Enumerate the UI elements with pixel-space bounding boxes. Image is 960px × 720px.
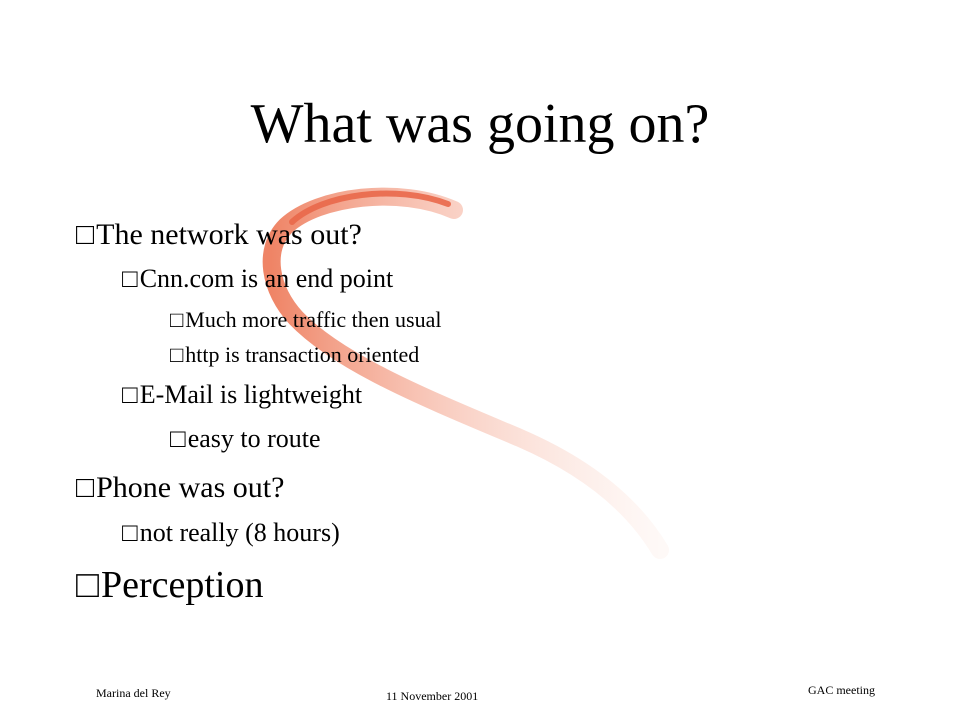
bullet-icon: □ bbox=[170, 342, 184, 367]
bullet-icon: □ bbox=[170, 424, 186, 453]
bullet-icon: □ bbox=[76, 471, 95, 504]
footer-location: Marina del Rey bbox=[96, 686, 171, 700]
bullet-level3 bbox=[170, 307, 441, 333]
bullet-level2 bbox=[122, 518, 340, 548]
bullet-text: Perception bbox=[100, 564, 264, 606]
bullet-text: E-Mail is lightweight bbox=[139, 380, 363, 409]
bullet-text: Phone was out? bbox=[96, 471, 285, 504]
bullet-text: easy to route bbox=[187, 424, 321, 453]
slide-title: What was going on? bbox=[250, 93, 710, 155]
bullet-level3 bbox=[170, 342, 419, 368]
bullet-level3 bbox=[170, 424, 321, 454]
bullet-text: not really (8 hours) bbox=[139, 518, 340, 547]
bullet-text: Cnn.com is an end point bbox=[139, 264, 394, 293]
bullet-icon: □ bbox=[76, 564, 99, 606]
bullet-text: Much more traffic then usual bbox=[185, 307, 442, 332]
footer-event: GAC meeting bbox=[808, 683, 875, 697]
bullet-text: The network was out? bbox=[96, 218, 362, 251]
bullet-level2 bbox=[122, 380, 362, 410]
bullet-level1-large bbox=[76, 563, 263, 607]
bullet-icon: □ bbox=[122, 518, 138, 547]
bullet-icon: □ bbox=[122, 264, 138, 293]
bullet-icon: □ bbox=[170, 307, 184, 332]
bullet-icon: □ bbox=[76, 218, 95, 251]
footer-date: 11 November 2001 bbox=[386, 689, 479, 703]
bullet-text: http is transaction oriented bbox=[185, 342, 420, 367]
bullet-level1 bbox=[76, 218, 362, 252]
bullet-level1 bbox=[76, 471, 284, 505]
bullet-icon: □ bbox=[122, 380, 138, 409]
bullet-level2 bbox=[122, 264, 393, 294]
